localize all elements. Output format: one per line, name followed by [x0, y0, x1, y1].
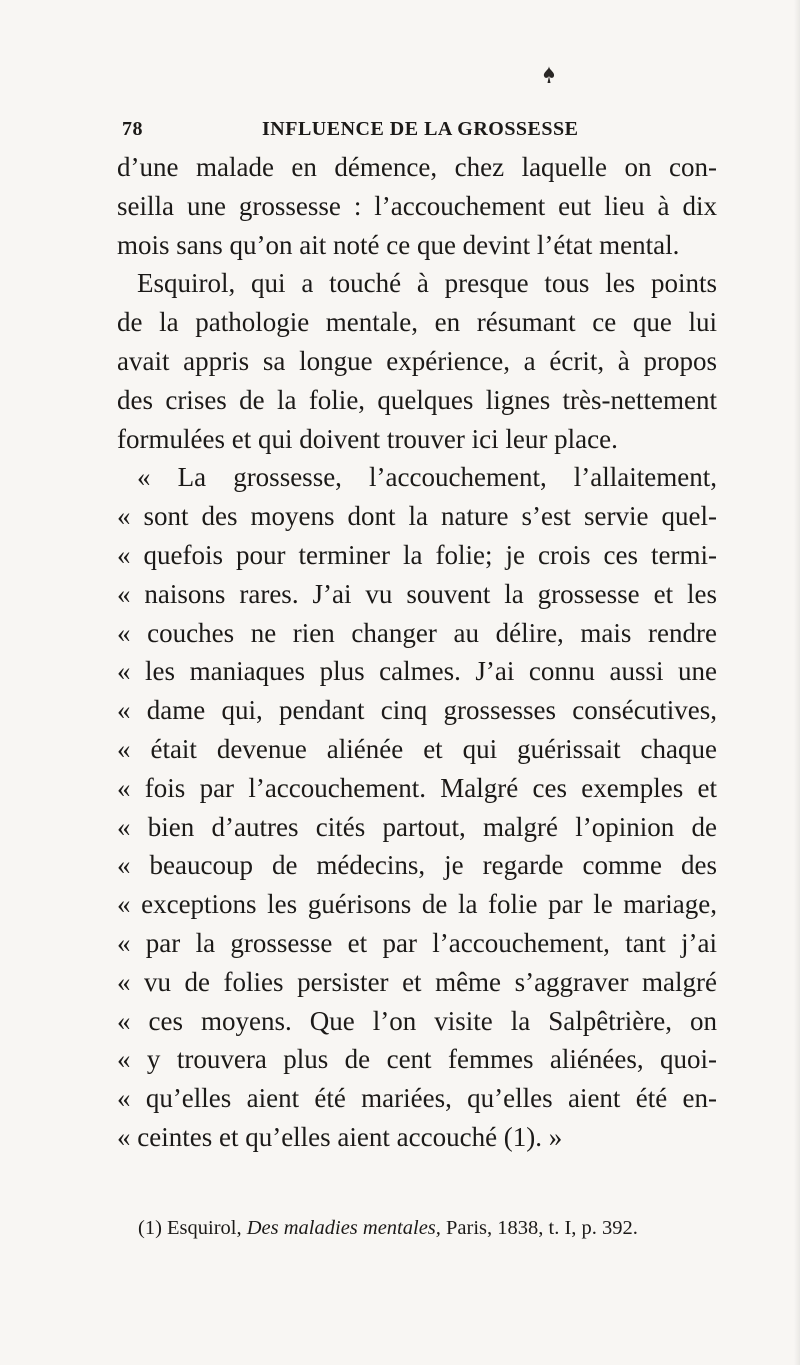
body-text	[117, 148, 717, 1157]
running-title: INFLUENCE DE LA GROSSESSE	[262, 118, 579, 140]
text-line: « bien d’autres cités partout, malgré l’opinion de	[117, 811, 717, 842]
text-line: « La grossesse, l’accouchement, l’allaitement,	[137, 462, 717, 493]
text-line: « dame qui, pendant cinq grossesses consécutives,	[117, 695, 717, 726]
text-line: « ceintes et qu’elles aient accouché (1). »	[117, 1121, 563, 1152]
page-number: 78	[122, 118, 143, 140]
footnote-author: Esquirol,	[167, 1217, 242, 1239]
text-line: formulées et qui doivent trouver ici leur place.	[117, 423, 618, 454]
spade-ornament-icon	[543, 66, 555, 84]
page-edge-shadow	[794, 0, 800, 1365]
text-line: « couches ne rien changer au délire, mais rendre	[117, 617, 717, 648]
text-line: seilla une grossesse : l’accouchement eut lieu à dix	[117, 190, 717, 221]
text-line: de la pathologie mentale, en résumant ce que lui	[117, 307, 717, 338]
text-line: « y trouvera plus de cent femmes aliénées, quoi-	[117, 1044, 717, 1075]
text-line: « sont des moyens dont la nature s’est servie quel-	[117, 501, 717, 532]
text-line: « vu de folies persister et même s’aggraver malgré	[117, 966, 717, 997]
text-line: d’une malade en démence, chez laquelle on con-	[117, 152, 717, 182]
footnote-work-title: Des maladies mentales,	[246, 1217, 441, 1239]
text-line: « naisons rares. J’ai vu souvent la grossesse et les	[117, 578, 717, 609]
text-line: « les maniaques plus calmes. J’ai connu aussi une	[117, 656, 717, 687]
text-line: « était devenue aliénée et qui guérissait chaque	[117, 733, 717, 764]
text-line: « exceptions les guérisons de la folie par le mariage,	[117, 889, 717, 920]
text-line: des crises de la folie, quelques lignes très-nettement	[117, 384, 717, 415]
text-line: « qu’elles aient été mariées, qu’elles aient été en-	[117, 1083, 717, 1114]
text-line: « quefois pour terminer la folie; je crois ces termi-	[117, 539, 717, 570]
text-line: « beaucoup de médecins, je regarde comme des	[117, 850, 717, 881]
footnote-marker: (1)	[138, 1217, 162, 1239]
text-line: mois sans qu’on ait noté ce que devint l’état mental.	[117, 229, 680, 260]
text-line: « par la grossesse et par l’accouchement, tant j’ai	[117, 927, 717, 958]
text-line: Esquirol, qui a touché à presque tous les points	[137, 268, 717, 299]
footnote-publication: Paris, 1838, t. I, p. 392.	[446, 1217, 638, 1239]
text-line: « ces moyens. Que l’on visite la Salpêtrière, on	[117, 1005, 717, 1036]
text-line: « fois par l’accouchement. Malgré ces exemples et	[117, 772, 717, 803]
text-line: avait appris sa longue expérience, a écrit, à propos	[117, 345, 717, 376]
footnote	[138, 1217, 638, 1240]
page-header	[122, 118, 682, 146]
